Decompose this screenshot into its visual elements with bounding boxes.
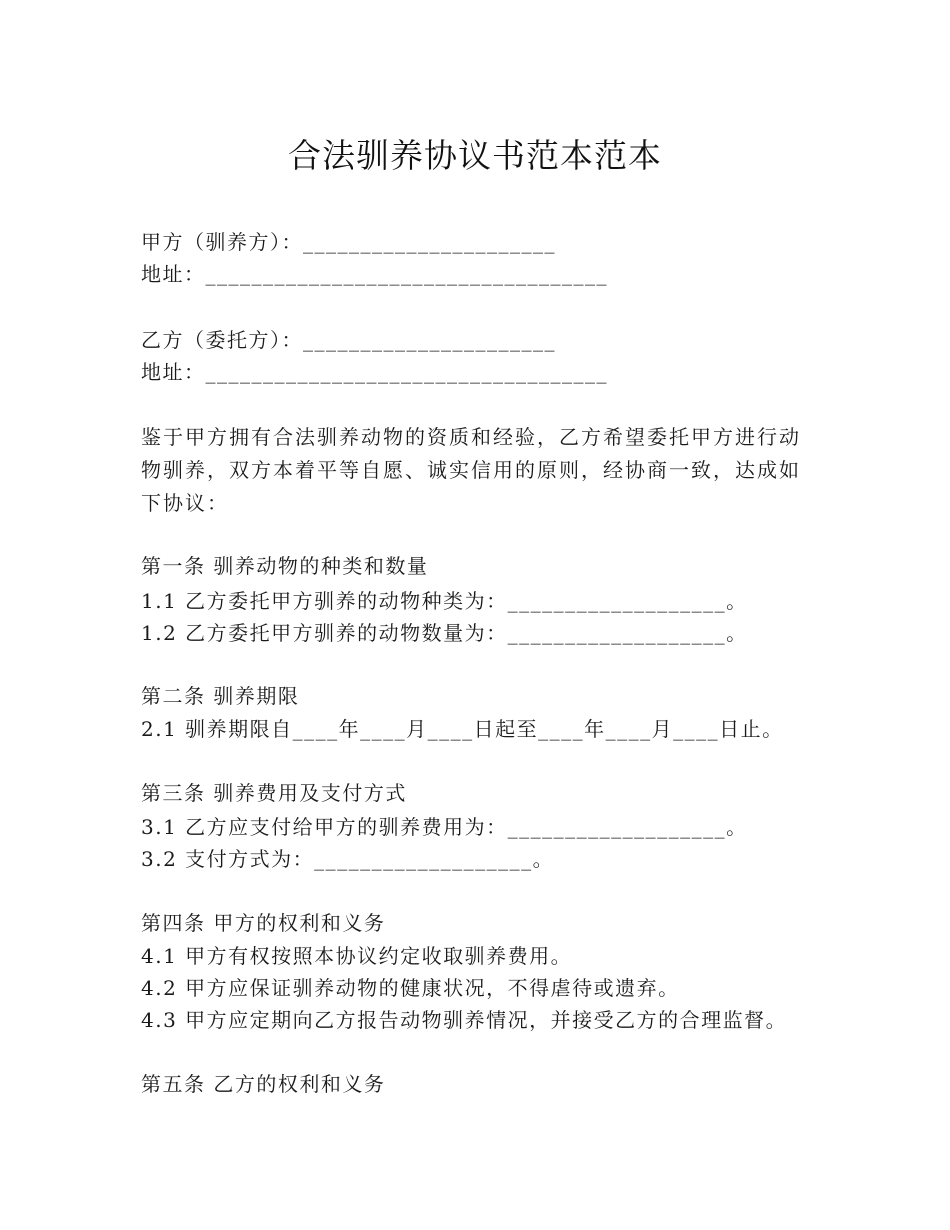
party-b-label: 乙方（委托方）：______________________ [141, 328, 556, 352]
article1-heading: 第一条 驯养动物的种类和数量 [141, 554, 429, 578]
party-a-label: 甲方（驯养方）：______________________ [141, 230, 556, 254]
article4-item: 4.2 甲方应保证驯养动物的健康状况，不得虐待或遗弃。 [141, 976, 680, 1000]
article3-heading: 第三条 驯养费用及支付方式 [141, 781, 407, 805]
article1-item: 1.2 乙方委托甲方驯养的动物数量为：___________________。 [141, 621, 748, 645]
article3-item: 3.2 支付方式为：___________________。 [141, 847, 555, 871]
article1-item: 1.1 乙方委托甲方驯养的动物种类为：___________________。 [141, 589, 748, 613]
party-a-address: 地址：___________________________________ [141, 262, 608, 286]
article3-item: 3.1 乙方应支付给甲方的驯养费用为：___________________。 [141, 815, 748, 839]
article4-item: 4.1 甲方有权按照本协议约定收取驯养费用。 [141, 944, 573, 968]
article4-heading: 第四条 甲方的权利和义务 [141, 911, 386, 935]
article2-heading: 第二条 驯养期限 [141, 684, 300, 708]
article4-item: 4.3 甲方应定期向乙方报告动物驯养情况，并接受乙方的合理监督。 [141, 1008, 788, 1032]
article2-item: 2.1 驯养期限自____年____月____日起至____年____月____日止。 [141, 717, 784, 741]
document-title: 合法驯养协议书范本范本 [288, 136, 662, 175]
party-b-address: 地址：___________________________________ [141, 360, 608, 384]
preamble-paragraph: 鉴于甲方拥有合法驯养动物的资质和经验，乙方希望委托甲方进行动物驯养，双方本着平等自愿、诚实信用的原则，经协商一致，达成如下协议： [141, 425, 801, 515]
article5-heading: 第五条 乙方的权利和义务 [141, 1072, 386, 1096]
